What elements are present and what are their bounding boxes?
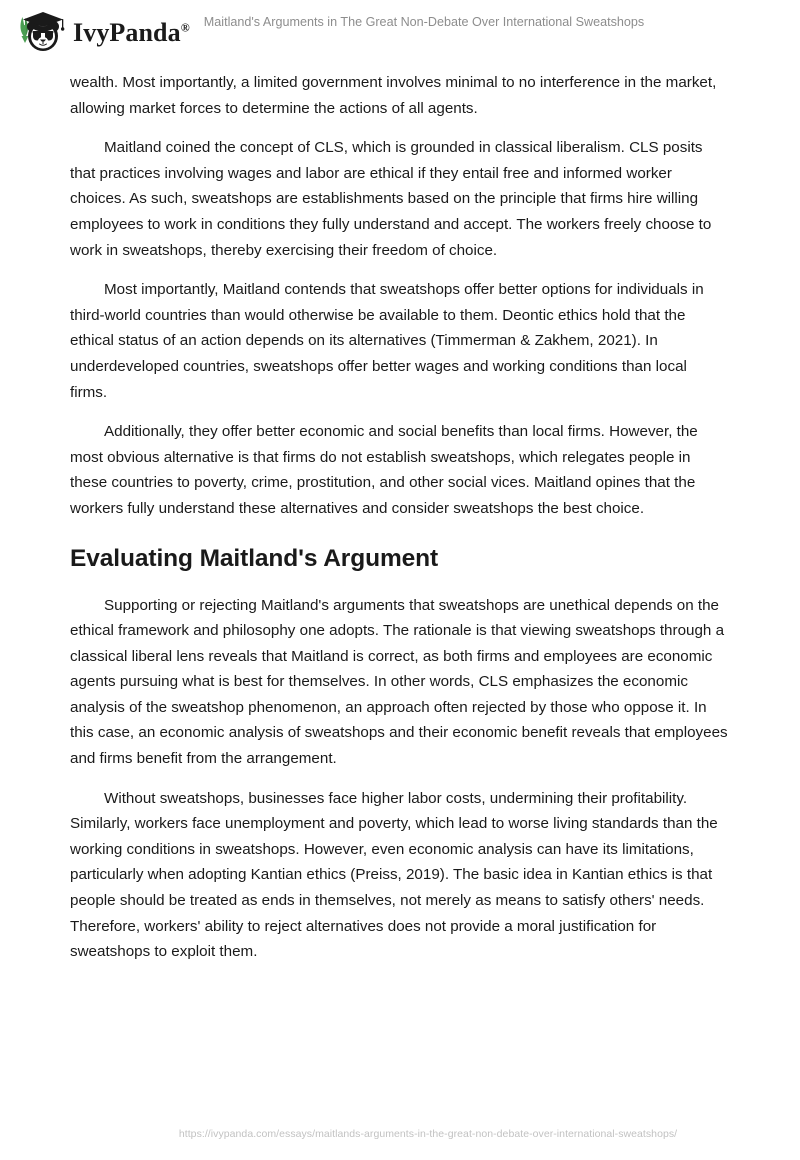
paragraph: Additionally, they offer better economic and social benefits than local firms. However, the most obvious alternative is that firms do not establish sweatshops, which relegates people in these countries to poverty, crime, prostitution, and other social vices. Maitland opines that the workers fully understand these alternatives and consider sweatshops the best choice.: [70, 423, 698, 517]
brand-name-text: IvyPanda: [73, 18, 181, 47]
page-footer: [0, 1124, 800, 1142]
registered-mark-icon: ®: [180, 20, 190, 35]
paragraph: Without sweatshops, businesses face higher labor costs, undermining their profitability. Similarly, workers face unemployment and poverty, which lead to worse living standards than the working conditions in sweatshops. However, even economic analysis can have its limitations, particularly when adopting Kantian ethics (Preiss, 2019). The basic idea in Kantian ethics is that people should be treated as ends in themselves, not merely as means to satisfy others' needs. Therefore, workers' ability to reject alternatives does not provide a moral justification for sweatshops to exploit them.: [70, 789, 718, 961]
document-header-title: Maitland's Arguments in The Great Non-Debate Over International Sweatshops: [203, 15, 645, 29]
section-heading: Evaluating Maitland's Argument: [70, 544, 439, 572]
source-url-link[interactable]: https://ivypanda.com/essays/maitlands-arguments-in-the-great-non-debate-over-international-sweatshops/: [178, 1128, 678, 1140]
paragraph: Most importantly, Maitland contends that sweatshops offer better options for individuals in third-world countries than would otherwise be available to them. Deontic ethics hold that the ethical status of an action depends on its alternatives (Timmerman & Zakhem, 2021). In underdeveloped countries, sweatshops offer better wages and working conditions than local firms.: [70, 281, 704, 401]
document-body: [70, 70, 728, 979]
page-header: [0, 0, 800, 62]
paragraph: Maitland coined the concept of CLS, which is grounded in classical liberalism. CLS posits that practices involving wages and labor are ethical if they entail free and informed worker choices. As such, sweatshops are establishments based on the principle that firms hire willing employees to work in conditions they fully understand and accept. The workers freely choose to work in sweatshops, thereby exercising their freedom of choice.: [70, 139, 712, 259]
paragraph: Supporting or rejecting Maitland's arguments that sweatshops are unethical depends on the ethical framework and philosophy one adopts. The rationale is that viewing sweatshops through a classical liberal lens reveals that Maitland is correct, as both firms and employees are economic agents pursuing what is best for themselves. In other words, CLS emphasizes the economic analysis of the sweatshop phenomenon, an approach often rejected by those who oppose it. In this case, an economic analysis of sweatshops and their economic benefit reveals that employees and firms benefit from the arrangement.: [70, 596, 728, 768]
paragraph: wealth. Most importantly, a limited government involves minimal to no interference in the market, allowing market forces to determine the actions of all agents.: [70, 74, 717, 117]
